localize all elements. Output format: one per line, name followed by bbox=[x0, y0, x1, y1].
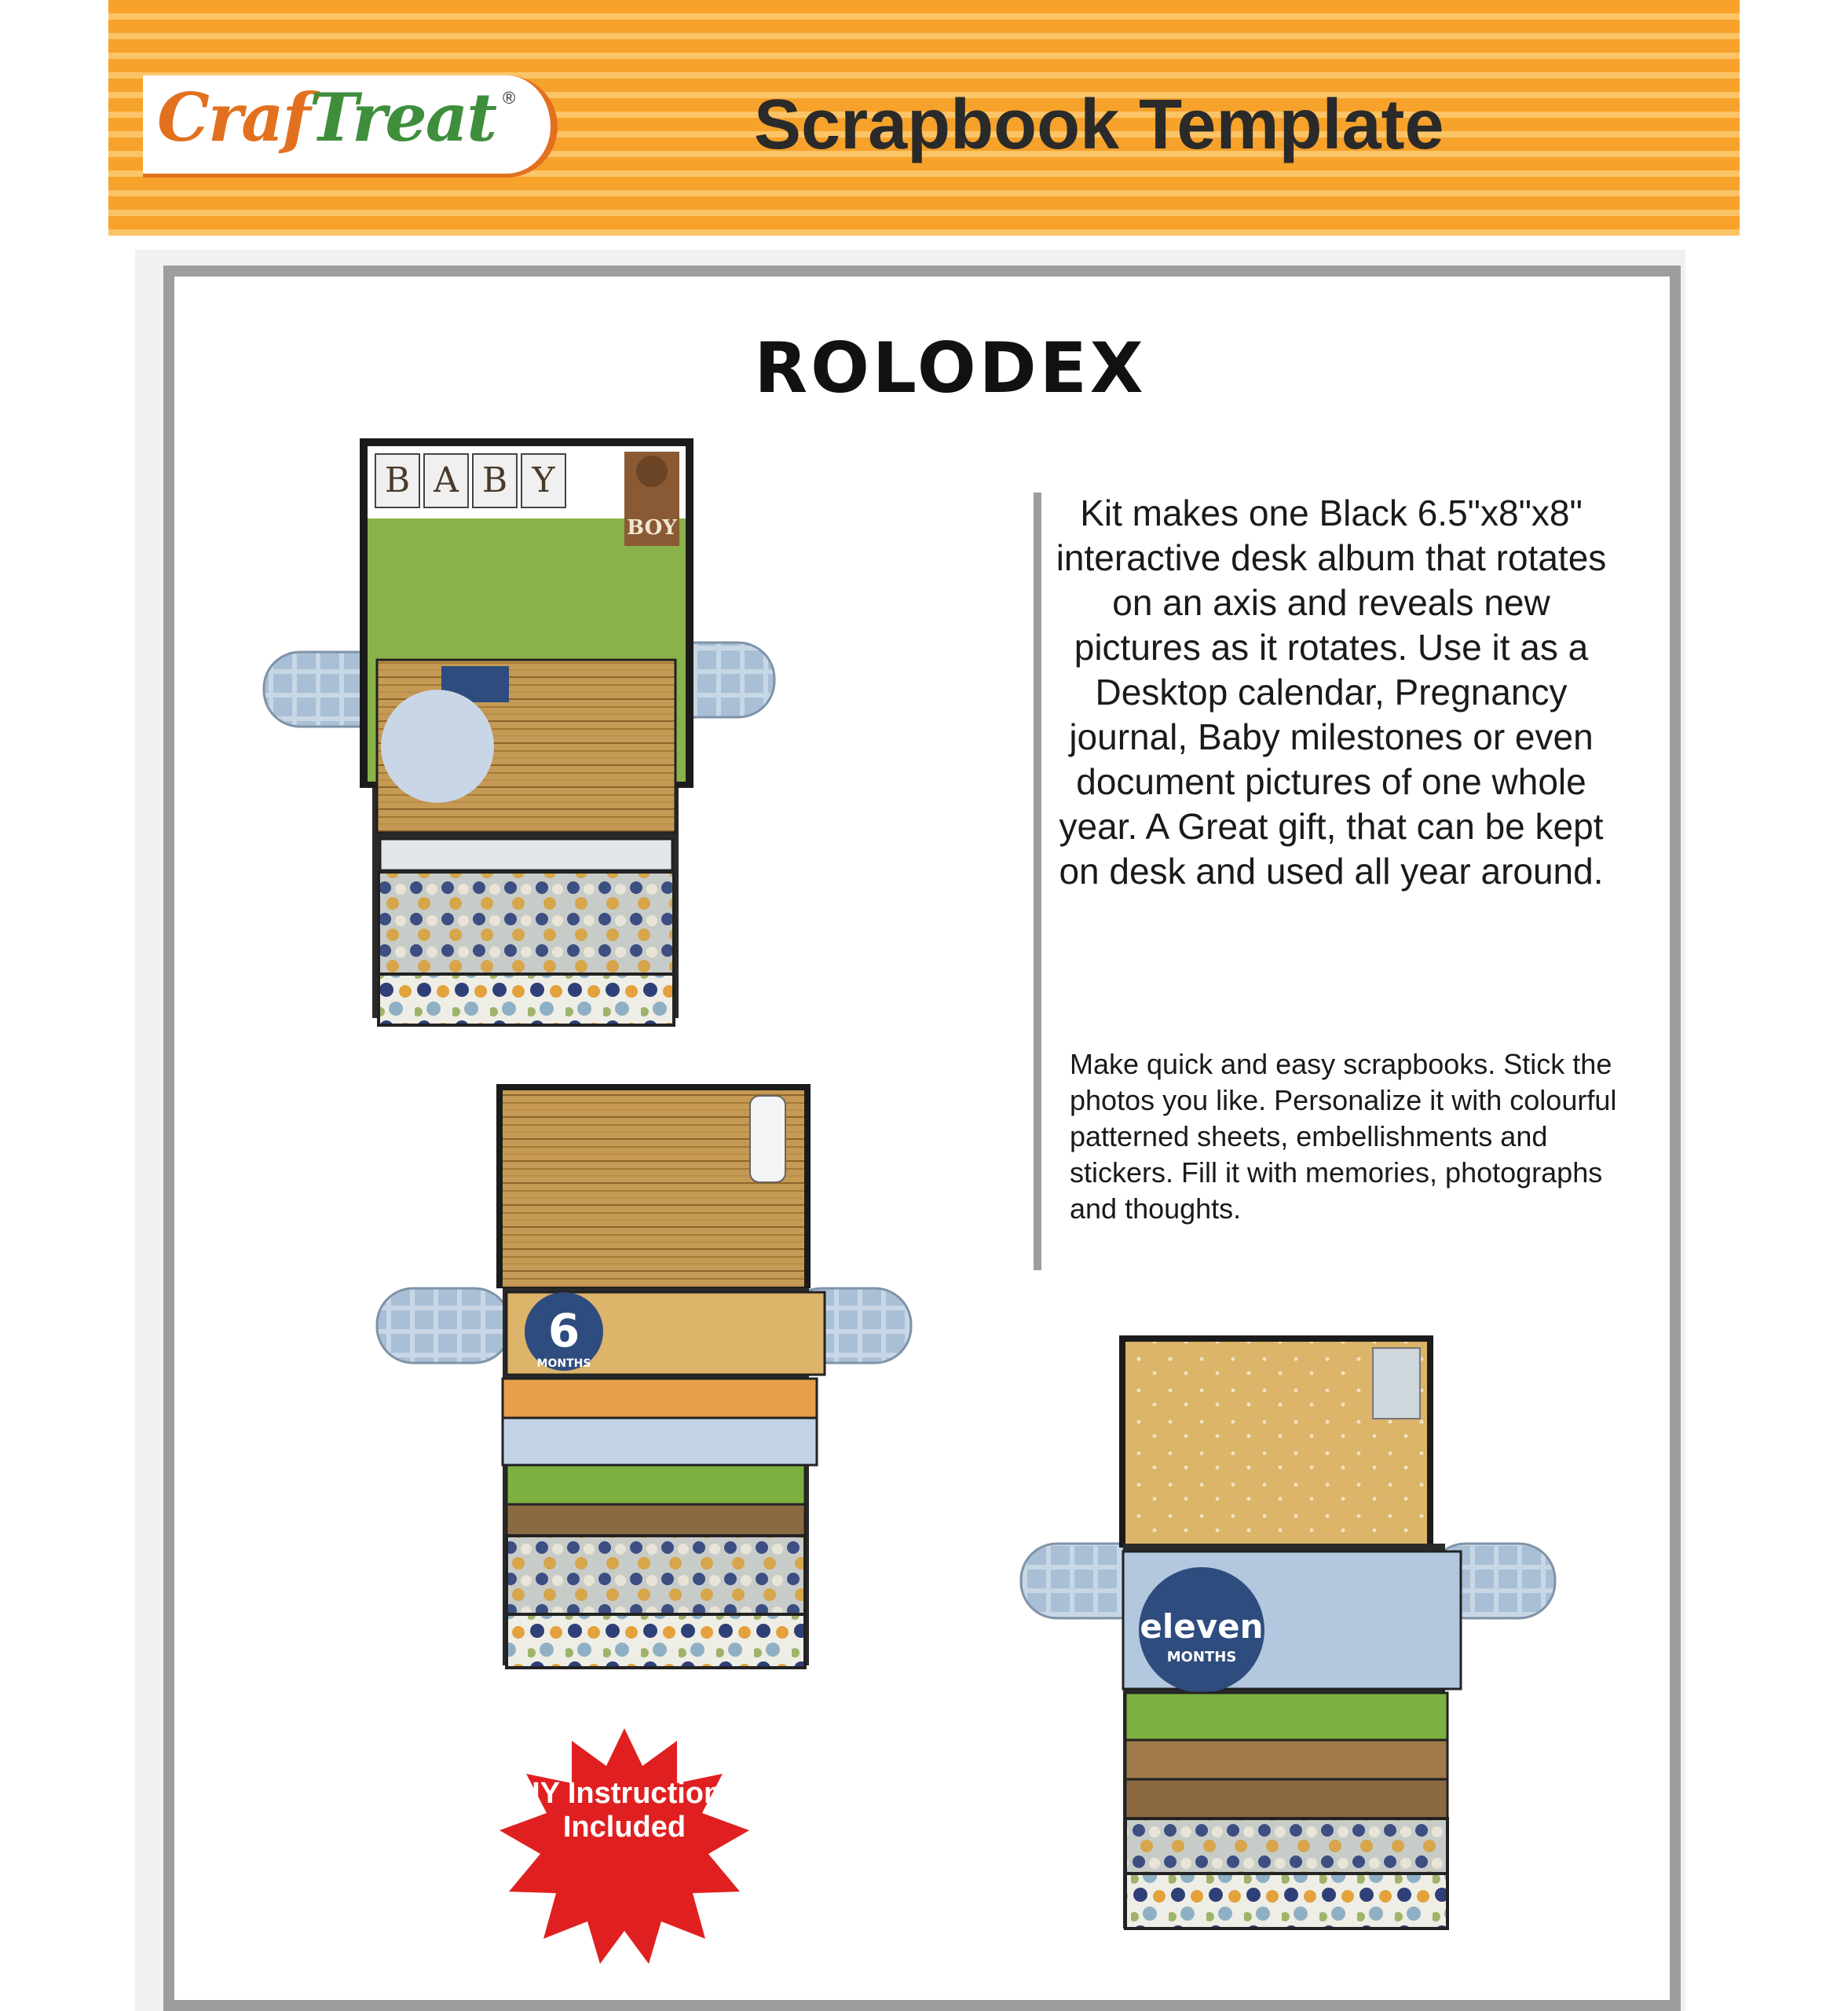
svg-text:B: B bbox=[481, 460, 508, 500]
logo-text-treat: Treat bbox=[309, 79, 496, 156]
svg-text:B: B bbox=[384, 460, 411, 500]
diy-badge-text: DIY Instructions Included bbox=[510, 1777, 739, 1844]
svg-text:MONTHS: MONTHS bbox=[536, 1357, 591, 1370]
product-title: ROLODEX bbox=[754, 328, 1147, 408]
logo-text-craf: Craf bbox=[157, 79, 309, 156]
registered-mark: ® bbox=[503, 88, 516, 108]
svg-text:BOY: BOY bbox=[627, 516, 677, 540]
product-description: Kit makes one Black 6.5"x8"x8" interactive desk album that rotates on an axis and reveals new pictures as it rotates. Use it as a Desktop calendar, Pregnancy journal, Baby milestones or even document pictures of one whole year. A Great gift, that can be kept on desk and used all year around. bbox=[1056, 493, 1607, 892]
svg-text:eleven: eleven bbox=[1140, 1607, 1264, 1646]
rolodex-photo-six-months bbox=[377, 1084, 911, 1668]
svg-text:6: 6 bbox=[547, 1304, 580, 1357]
product-details: Make quick and easy scrapbooks. Stick the photos you like. Personalize it with colourful patterned sheets, embellishments and stickers. Fill it with memories, photographs and thoughts. bbox=[1070, 1048, 1617, 1225]
rolodex-photo-baby bbox=[264, 438, 774, 1025]
rolodex-photo-eleven-months bbox=[1021, 1335, 1555, 1929]
svg-text:MONTHS: MONTHS bbox=[1166, 1649, 1237, 1665]
svg-text:Y: Y bbox=[532, 460, 555, 500]
svg-text:A: A bbox=[434, 460, 459, 500]
diy-starburst-icon bbox=[500, 1728, 749, 1972]
page-title: Scrapbook Template bbox=[754, 86, 1444, 164]
